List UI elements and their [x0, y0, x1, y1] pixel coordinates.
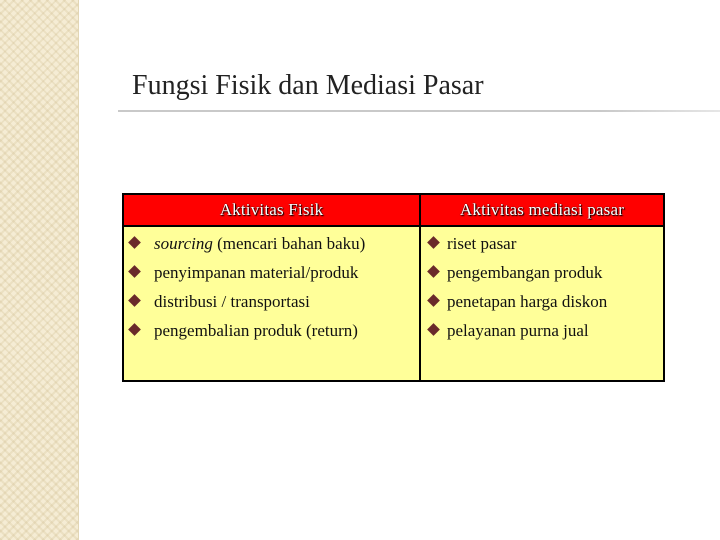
list-item	[124, 229, 419, 258]
item-text: penetapan harga diskon	[447, 292, 608, 311]
market-mediation-header: Aktivitas mediasi pasar	[421, 195, 663, 227]
diamond-bullet-icon	[427, 323, 440, 336]
list-item	[421, 229, 663, 258]
list-item	[124, 258, 419, 287]
title-divider	[118, 110, 720, 112]
diamond-bullet-icon	[128, 265, 141, 278]
item-text: riset pasar	[447, 234, 517, 253]
list-item	[421, 287, 663, 316]
market-mediation-list	[421, 227, 663, 345]
list-item	[421, 258, 663, 287]
list-item	[124, 316, 419, 345]
list-item	[124, 287, 419, 316]
item-text: distribusi / transportasi	[154, 292, 310, 311]
list-item	[421, 316, 663, 345]
diamond-bullet-icon	[128, 236, 141, 249]
item-text: (mencari bahan baku)	[212, 234, 366, 253]
item-text: penyimpanan material/produk	[154, 263, 359, 282]
physical-activities-list	[124, 227, 419, 345]
diamond-bullet-icon	[427, 294, 440, 307]
diamond-bullet-icon	[427, 236, 440, 249]
item-italic-term: sourcing	[154, 234, 213, 253]
item-text: pelayanan purna jual	[447, 321, 589, 340]
market-mediation-column	[421, 195, 663, 380]
activity-table	[122, 193, 665, 382]
physical-activities-column	[124, 195, 421, 380]
diamond-bullet-icon	[128, 323, 141, 336]
diamond-bullet-icon	[427, 265, 440, 278]
decorative-sidebar	[0, 0, 79, 540]
item-text: pengembangan produk	[447, 263, 603, 282]
item-text: pengembalian produk (return)	[154, 321, 358, 340]
slide-title: Fungsi Fisik dan Mediasi Pasar	[132, 70, 484, 101]
physical-activities-header: Aktivitas Fisik	[124, 195, 419, 227]
diamond-bullet-icon	[128, 294, 141, 307]
